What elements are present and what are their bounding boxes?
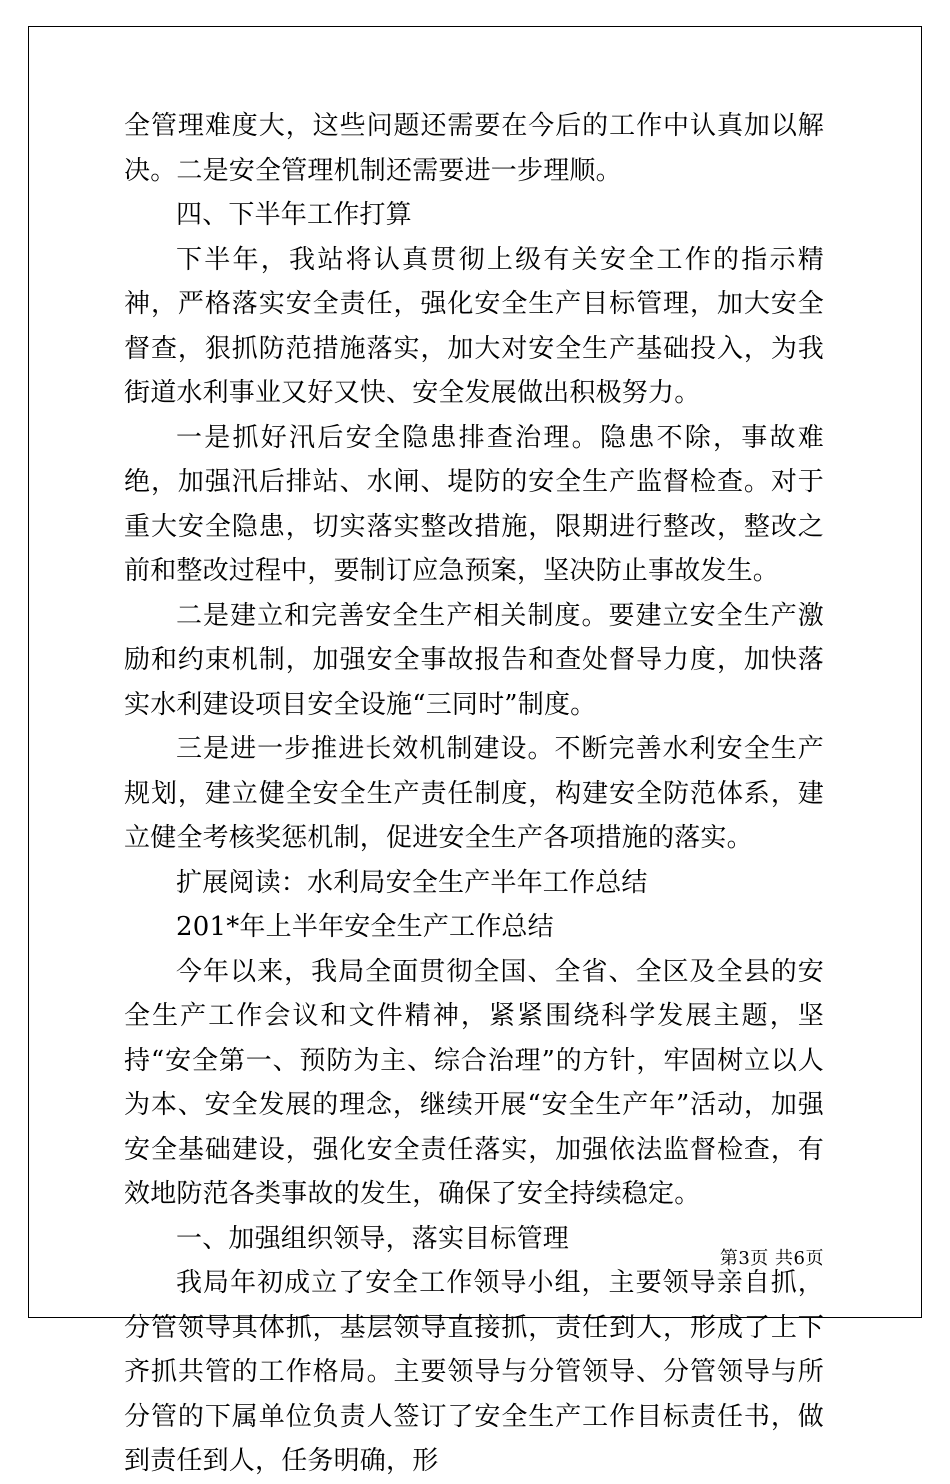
paragraph-7: 扩展阅读：水利局安全生产半年工作总结: [176, 867, 648, 898]
paragraph-11: 我局年初成立了安全工作领导小组，主要领导亲自抓，分管领导具体抓，基层领导直接抓，责任到人，形成了上下齐抓共管的工作格局。主要领导与分管领导、分管领导与所分管的下属单位负责人签订了安全生产工作目标责任书，做到责任到人，任务明确，形: [124, 1268, 824, 1476]
paragraph-1: 全管理难度大，这些问题还需要在今后的工作中认真加以解决。二是安全管理机制还需要进一步理顺。: [124, 111, 824, 186]
document-body: [124, 104, 824, 1484]
paragraph-10: 一、加强组织领导，落实目标管理: [176, 1223, 570, 1254]
paragraph-9: 今年以来，我局全面贯彻全国、全省、全区及全县的安全生产工作会议和文件精神，紧紧围绕科学发展主题，坚持“安全第一、预防为主、综合治理”的方针，牢固树立以人为本、安全发展的理念，继续开展“安全生产年”活动，加强安全基础建设，强化安全责任落实，加强依法监督检查，有效地防范各类事故的发生，确保了安全持续稳定。: [124, 956, 824, 1209]
paragraph-4: 一是抓好汛后安全隐患排查治理。隐患不除，事故难绝，加强汛后排站、水闸、堤防的安全生产监督检查。对于重大安全隐患，切实落实整改措施，限期进行整改，整改之前和整改过程中，要制订应急预案，坚决防止事故发生。: [124, 422, 824, 586]
paragraph-5: 二是建立和完善安全生产相关制度。要建立安全生产激励和约束机制，加强安全事故报告和查处督导力度，加快落实水利建设项目安全设施“三同时”制度。: [124, 600, 824, 720]
paragraph-8: 201*年上半年安全生产工作总结: [176, 912, 554, 942]
paragraph-6: 三是进一步推进长效机制建设。不断完善水利安全生产规划，建立健全安全生产责任制度，构建安全防范体系，建立健全考核奖惩机制，促进安全生产各项措施的落实。: [124, 734, 824, 853]
paragraph-2: 四、下半年工作打算: [176, 200, 412, 230]
paragraph-3: 下半年，我站将认真贯彻上级有关安全工作的指示精神，严格落实安全责任，强化安全生产目标管理，加大安全督查，狠抓防范措施落实，加大对安全生产基础投入，为我街道水利事业又好又快、安全发展做出积极努力。: [124, 244, 824, 408]
page-number-footer: 第3页 共6页: [719, 1248, 824, 1269]
